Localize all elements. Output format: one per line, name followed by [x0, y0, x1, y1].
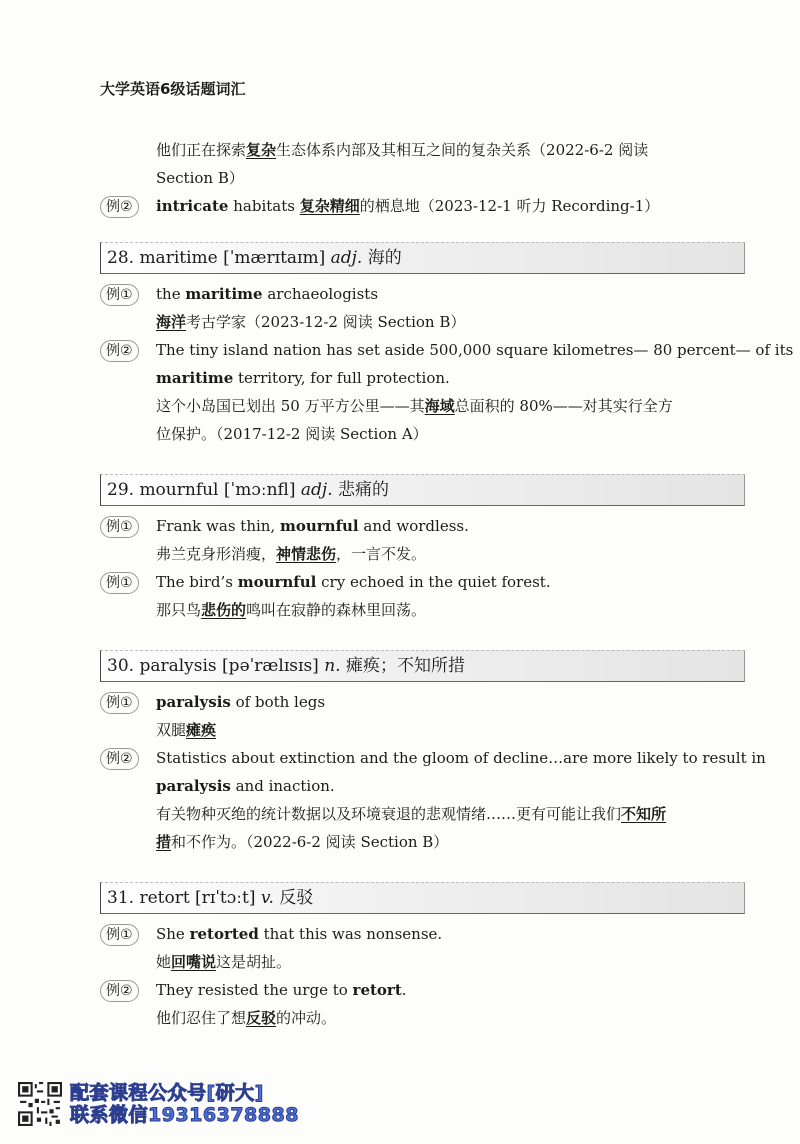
example-label: 例①: [100, 568, 156, 596]
example-label: 例②: [100, 336, 156, 364]
footer-line-1: 配套课程公众号[研大]: [70, 1082, 264, 1104]
example-label: 例①: [100, 688, 156, 716]
entry-title-retort: 31. retort [rɪˈtɔːt] v. 反驳: [100, 882, 745, 914]
example-text: paralysis of both legs 双腿瘫痪: [156, 693, 326, 739]
footer-watermark: [18, 1082, 299, 1126]
qr-code-icon: [18, 1082, 62, 1126]
example-row: [100, 280, 745, 336]
example-text: Statistics about extinction and the gloom of decline…are more likely to result in paralysis and inaction. 有关物种灭绝的统计数据以及环境衰退的悲观情绪……更有可能让我们不知所 措和不作为。（2022-6-2 阅读 Section B）: [156, 749, 766, 851]
example-label: 例①: [100, 280, 156, 308]
entry-title-maritime: 28. maritime [ˈmærɪtaɪm] adj. 海的: [100, 242, 745, 274]
example-text: the maritime archaeologists 海洋考古学家（2023-12-2 阅读 Section B）: [156, 285, 466, 331]
example-label: 例①: [100, 920, 156, 948]
example-label: 例②: [100, 976, 156, 1004]
example-row: [100, 568, 745, 624]
example-text: Frank was thin, mournful and wordless. 弗兰克身形消瘦，神情悲伤，一言不发。: [156, 517, 469, 563]
example-text: The tiny island nation has set aside 500,000 square kilometres— 80 percent— of its maritime territory, for full protection. 这个小岛国已划出 50 万平方公里——其海域总面积的 80%——对其实行全方 位保护。（2017-12-2 阅读 Section A）: [156, 341, 794, 443]
example-text: They resisted the urge to retort. 他们忍住了想反驳的冲动。: [156, 981, 407, 1027]
page-content: [100, 136, 794, 1032]
example-row: [100, 976, 745, 1032]
entry-title-paralysis: 30. paralysis [pəˈrælɪsɪs] n. 瘫痪；不知所措: [100, 650, 745, 682]
example-row: [100, 744, 766, 856]
footer-line-2: 联系微信19316378888: [70, 1104, 299, 1126]
example-row: [100, 192, 745, 220]
example-label: 例②: [100, 744, 156, 772]
continuation-line: 他们正在探索复杂生态体系内部及其相互之间的复杂关系（2022-6-2 阅读: [156, 141, 649, 159]
example-text: She retorted that this was nonsense. 她回嘴说这是胡扯。: [156, 925, 443, 971]
page-header: 大学英语6级话题词汇: [100, 80, 246, 98]
example-label: 例②: [100, 192, 156, 220]
continuation-line: Section B）: [156, 169, 244, 187]
example-row: [100, 512, 745, 568]
example-row: [100, 920, 745, 976]
example-row: [100, 688, 745, 744]
example-row: [100, 336, 794, 448]
example-text: intricate habitats 复杂精细的栖息地（2023-12-1 听力 Recording-1）: [156, 197, 660, 215]
example-text: The bird’s mournful cry echoed in the quiet forest. 那只鸟悲伤的鸣叫在寂静的森林里回荡。: [156, 573, 551, 619]
example-label: 例①: [100, 512, 156, 540]
entry-title-mournful: 29. mournful [ˈmɔːnfl] adj. 悲痛的: [100, 474, 745, 506]
